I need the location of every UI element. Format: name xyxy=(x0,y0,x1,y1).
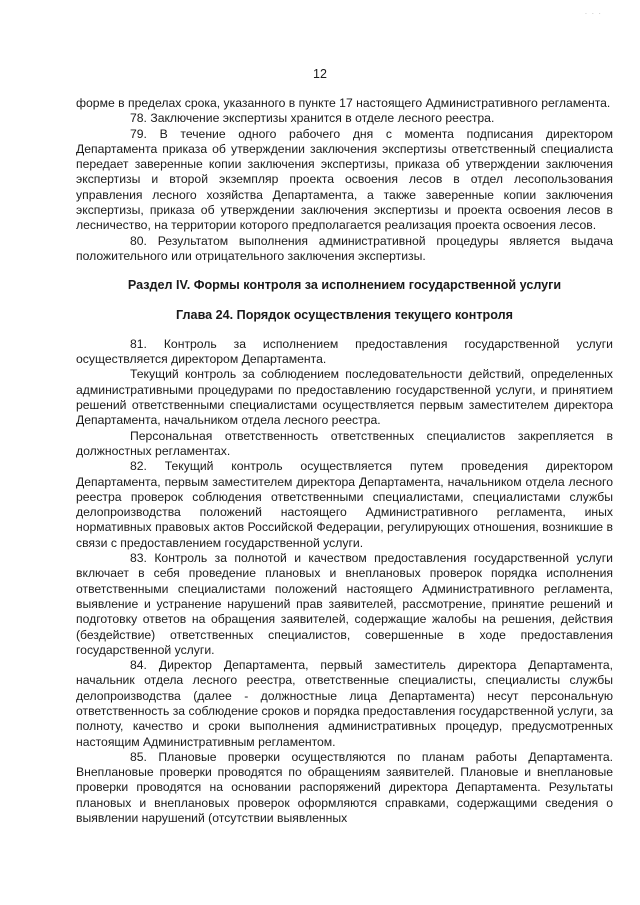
page-number: 12 xyxy=(313,67,327,81)
document-body xyxy=(76,96,613,826)
paragraph-82: 82. Текущий контроль осуществляется путем проведения директором Департамента, первым заместителем директора Департамента, начальником отдела лесного реестра проверок соблюдения ответственными специалистами, специалистами службы делопроизводства положений настоящего Административного регламента, иных нормативных правовых актов Российской Федерации, регулирующих отношения, возникшие в связи с предоставлением государственной услуги. xyxy=(76,459,613,550)
section-heading: Раздел IV. Формы контроля за исполнением государственной услуги xyxy=(127,278,562,293)
paragraph-80: 80. Результатом выполнения административной процедуры является выдача положительного или отрицательного заключения экспертизы. xyxy=(76,233,613,263)
chapter-heading: Глава 24. Порядок осуществления текущего контроля xyxy=(176,307,513,322)
paragraph-81-current-control: Текущий контроль за соблюдением последовательности действий, определенных административными процедурами по предоставлению государственной услуги, и принятием решений ответственными специалистами осуществляется первым заместителем директора Департамента, начальником отдела лесного реестра. xyxy=(76,367,613,428)
paragraph-83: 83. Контроль за полнотой и качеством предоставления государственной услуги включает в себя проведение плановых и внеплановых проверок порядка исполнения ответственными специалистами положений настоящего Административного регламента, выявление и устранение нарушений прав заявителей, рассмотрение, принятие решений и подготовку ответов на обращения заявителей, содержащие жалобы на решения, действия (бездействие) ответственных специалистов, совершенные в ходе предоставления государственной услуги. xyxy=(76,551,613,657)
paragraph-78: 78. Заключение экспертизы хранится в отделе лесного реестра. xyxy=(130,111,495,126)
corner-mark: · · · xyxy=(584,9,602,18)
paragraph-84: 84. Директор Департамента, первый заместитель директора Департамента, начальник отдела лесного реестра, ответственные специалисты, специалисты службы делопроизводства (далее - должностные лица Департамента) несут персональную ответственность за соблюдение сроков и порядка предоставления государственной услуги, за полноту, качество и сроки выполнения административных процедур, предусмотренных настоящим Административным регламентом. xyxy=(76,658,613,749)
paragraph-continuation: форме в пределах срока, указанного в пункте 17 настоящего Административного регламента. xyxy=(76,96,611,110)
paragraph-85: 85. Плановые проверки осуществляются по планам работы Департамента. Внеплановые проверки проводятся по обращениям заявителей. Плановые и внеплановые проверки проводятся на основании распоряжений директора Департамента. Результаты плановых и внеплановых проверок оформляются справками, содержащими сведения о выявлении нарушений (отсутствии выявленных xyxy=(76,749,613,826)
paragraph-81: 81. Контроль за исполнением предоставления государственной услуги осуществляется директором Департамента. xyxy=(76,336,613,367)
paragraph-79: 79. В течение одного рабочего дня с момента подписания директором Департамента приказа об утверждении заключения экспертизы ответственный специалиста передает заверенные копии заключения экспертизы, приказа об утверждении заключения экспертизы и второй экземпляр проекта освоения лесов в отдел лесопользования управления лесного хозяйства Департамента, а также заверенные копии заключения экспертизы, приказа об утверждении заключения экспертизы и проекта освоения лесов в лесничество, на территории которого предполагается реализация проекта освоения лесов. xyxy=(76,126,613,233)
paragraph-81-responsibility: Персональная ответственность ответственных специалистов закрепляется в должностных регламентах. xyxy=(76,428,613,458)
